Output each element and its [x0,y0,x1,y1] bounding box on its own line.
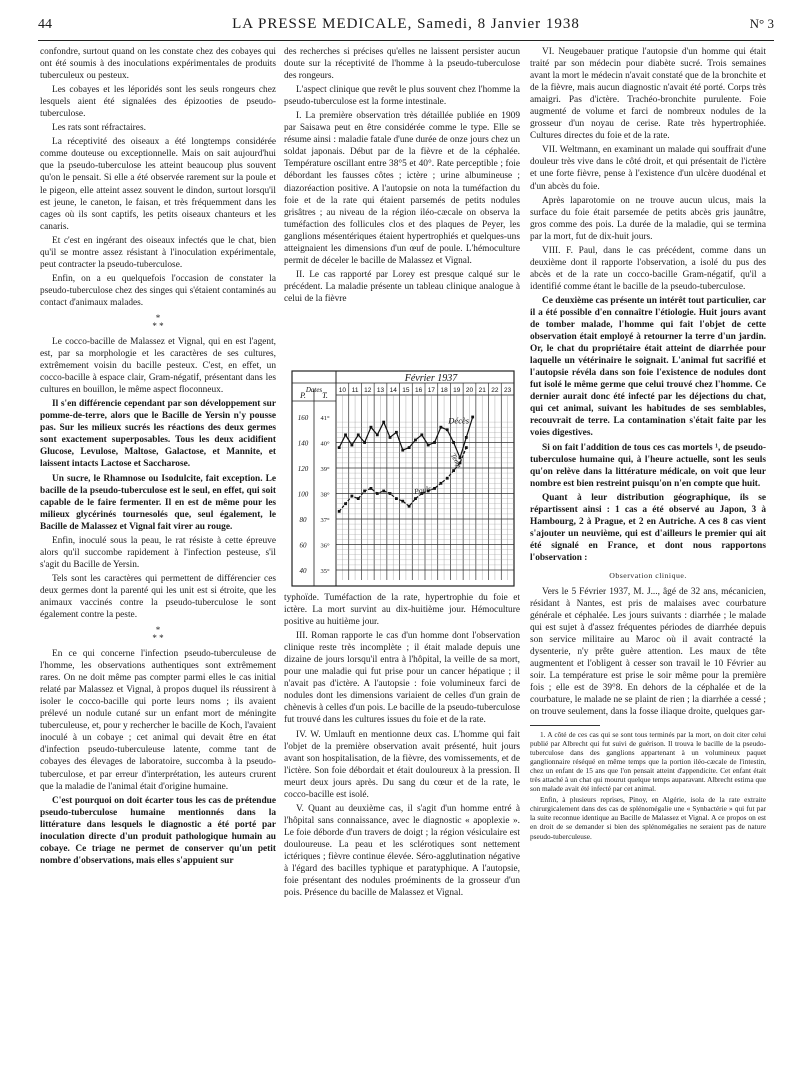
pulse-series-point [401,500,404,503]
temperature-series-point [414,439,417,442]
chart-day-tick-label: 23 [504,387,512,394]
chart-temp-tick-label: 39° [320,466,330,473]
chart-temp-series-label: Temp [448,452,464,470]
page-number: 44 [38,17,52,32]
paragraph: VI. Neugebauer pratique l'autopsie d'un homme qui était traité par son médecin pour diabète sucré. Trois semaines avant la mort le médecin n'avait constaté que de la bronchite et de la fièvre, mais aucun diagnostic n'avait été porté. Corps très amaigri. Pas d'ictère. Trachéo-bronchite purulente. Foie augmenté de volume et farci de nombreux nodules de la grosseur d'un noyau de cerise. Rate très hypertrophiée. Cultures directes du foie et de la rate. [530,47,766,142]
paragraph: Enfin, on a eu quelquefois l'occasion de constater la pseudo-tuberculose chez des singes qui s'étaient contaminés au contact d'animaux malades. [40,273,276,308]
chart-pulse-tick-label: 140 [297,439,309,448]
pulse-series-point [357,497,360,500]
paragraph: VII. Weltmann, en examinant un malade qui souffrait d'une douleur très vive dans le côté droit, et qui présentait de l'ictère et une forte fièvre, pense à l'existence d'un ulcère duodénal et d'un abcès du foie. [530,145,766,192]
temperature-series-point [433,441,436,444]
temperature-series-point [427,444,430,447]
column-middle-top [284,46,520,362]
paragraph: Après laparotomie on ne trouve aucun ulcus, mais la surface du foie était parsemée de petits abcès gris jaunâtre, gros comme des pois. La durée de la maladie, qui se termina par la mort, fut de dix-huit jours. [530,195,766,242]
pulse-series-point [395,497,398,500]
paragraph: Vers le 5 Février 1937, M. J..., âgé de 32 ans, mécanicien, résidant à Nantes, est pris de malaises avec courbature générale et céphalée. Les jours suivants : diarrhée ; le malade qui est sujet à d'assez fréquentes périodes de diarrhée depuis son service militaire au Maroc où il avait contracté la dysenterie, n'y prête guère attention. Les maux de tête augmentent et l'obligent à cesser son travail le 10 Février au soir. La température est prise le soir même pour la première fois ; elle est de 39°8. En dehors de la céphalée et de la courbature, le malade ne se plaint de rien ; la diarrhée a cessé ; on trouve seulement, dans la fosse iliaque droite, quelques gar- [530,587,766,718]
chart-day-tick-label: 12 [364,387,372,394]
paragraph: Si on fait l'addition de tous ces cas mortels ¹, de pseudo-tuberculose humaine qui, à l'heure actuelle, sont les seuls qu'on relève dans la littérature médicale, on voit que leur nombre est bien restreint puisqu'on n'en compte que huit. [530,442,766,489]
paragraph: La réceptivité des oiseaux a été longtemps considérée comme douteuse ou exceptionnelle. Mais on sait aujourd'hui que la pseudo-tuberculose les atteint beaucoup plus souvent qu'on le pensait. Si elle a été observée rarement sur la poule et le pigeon, elle atteint assez souvent le dindon, surtout lorsqu'il est jeune, le caneton, le faisan, et très fréquemment dans les cages où ils sont captifs, les petits oiseaux chanteurs et les canaris. [40,137,276,232]
paragraph: VIII. F. Paul, dans le cas précédent, comme dans un deuxième dont il rapporte l'observation, a isolé du pus des abcès et de la rate un cocco-bacille Gram-négatif, qu'il a identifié comme étant le bacille de la pseudo-tuberculose. [530,245,766,292]
paragraph: Il s'en différencie cependant par son développement sur pomme-de-terre, alors que le Bacille de Yersin n'y pousse pas. Sur les milieux sucrés les réactions des deux germes sont exactement superposables. Tous les deux acidifient Glucose, Levulose, Maltose, Galactose, et Mannite, et laissent intacts Lactose et Saccharose. [40,399,276,470]
chart-temp-tick-label: 40° [320,440,330,448]
paragraph: L'aspect clinique que revêt le plus souvent chez l'homme la pseudo-tuberculose est la forme intestinale. [284,85,520,108]
paragraph: I. La première observation très détaillée publiée en 1909 par Saisawa peut en être considérée comme le type. Elle se résume ainsi : maladie fatale d'une durée de onze jours chez un soldat japonais. Début par de la fièvre et de la céphalée. Température oscillant entre 38°5 et 40°. Rate perceptible ; foie débordant les fausses côtes ; ictère ; urine albumineuse ; diazoréaction positive. A l'autopsie on nota la tuméfaction du foie et de la rate qui étaient parsemés de petits nodules grisâtres ; au niveau de la région iléo-cæcale on observa la tuméfaction des follicules clos et des plaques de Peyer, les ganglions mésentériques étaient hypertrophiés et quelques-uns atteignaient les dimensions d'un œuf de poule. L'hémoculture permit de déceler le bacille de Malassez et Vignal. [284,111,520,266]
chart-day-tick-label: 20 [465,387,474,394]
temperature-series-point [338,446,341,449]
paragraph: Les rats sont réfractaires. [52,123,146,134]
chart-day-tick-label: 22 [491,387,499,394]
paragraph: Et c'est en ingérant des oiseaux infectés que le chat, bien qu'il se montre assez résistant à l'inoculation expérimentale, peut contracter la pseudo-tuberculose. [40,235,276,270]
chart-day-tick-label: 11 [351,387,359,394]
chart-pulse-tick-label: 160 [297,414,309,422]
chart-temp-tick-label: 38° [320,491,330,499]
chart-day-tick-label: 18 [440,387,448,394]
footnote: 1. A côté de ces cas qui se sont tous terminés par la mort, on doit citer celui publié par Albrecht qui fut suivi de guérison. Il trouva le bacille de la pseudo-tuberculose dans des ganglions appartenant à un volumineux paquet ganglionnaire réséqué en même temps que la portion iléo-cæcale de l'intestin, chez un enfant de 15 ans que l'on pensait atteint d'appendicite. Cet enfant était très attaché à un chat qui mourut quelque temps auparavant. Albrecht estima que son malade avait été infecté par cet animal. [530,729,766,794]
chart-temp-tick-label: 35° [320,568,330,575]
section-separator: * * * [152,312,164,331]
chart-dates-label: Dates [305,386,323,394]
paragraph: IV. W. Umlauft en mentionne deux cas. L'homme qui fait l'objet de la première observation avait présenté, huit jours avant son hospitalisation, de la fièvre, des vomissements, et de l'ictère. Son foie débordait et était douloureux à la pression. Il meurt deux jours après. Du sang du cœur et de la rate, le cocco-bacille est isolé. [284,729,520,800]
temperature-series-point [395,431,398,434]
chart-day-tick-label: 14 [389,387,397,394]
pulse-series-point [414,497,417,500]
temperature-series-point [401,449,404,452]
temperature-series-point [420,433,423,436]
chart-day-tick-label: 10 [338,387,346,394]
temperature-series-point [357,433,360,436]
paragraph: Enfin, inoculé sous la peau, le rat résiste à cette épreuve alors qu'il succombe rapidement à l'infection pesteuse, s'il s'agit du Bacille de Yersin. [40,535,276,570]
paragraph: Quant à leur distribution géographique, ils se répartissent ainsi : 1 cas a été observé au Japon, 3 à Hambourg, 2 à Prague, et 2 en Autriche. A ces 8 cas vient s'ajouter un neuvième, qui est d'ailleurs le premier qui ait été signalé en France, et dont nous rapportons l'observation : [530,492,766,563]
column-middle-bottom [284,592,520,1068]
section-separator: * * * [152,625,164,644]
paragraph: II. Le cas rapporté par Lorey est presque calqué sur le précédent. La maladie présente un tableau clinique analogue à celui de la fièvre [284,269,520,304]
chart-temp-tick-label: 41° [320,415,330,422]
pulse-series-point [363,490,366,493]
pulse-series-point [408,505,411,508]
page-header [38,16,774,41]
paragraph: C'est pourquoi on doit écarter tous les cas de prétendue pseudo-tuberculose humaine mentionnés dans la littérature dans lesquels le diagnostic a été porté par inoculation directe d'un produit pathologique humain au cobaye. Ce triage ne permet de conserver qu'un petit nombre d'observations, mais elles s'appuient sur [40,795,276,866]
paragraph: des recherches si précises qu'elles ne laissent persister aucun doute sur la réceptivité de l'homme à la pseudo-tuberculose des rongeurs. [284,47,520,82]
chart-day-tick-label: 19 [453,387,461,394]
temperature-series-point [376,433,379,436]
footnotes [530,730,766,841]
paragraph: Un sucre, le Rhamnose ou Isodulcite, fait exception. Le bacille de la pseudo-tuberculose est le seul, en effet, qui soit capable de le faire fermenter. Il en est de même pour les milieux glycérinés tournesolés que, seul également, le Bacille de Malassez et Vignal fait virer au rouge. [40,473,276,532]
chart-pulse-tick-label: 120 [297,465,309,473]
pulse-series-point [350,495,353,498]
temperature-series-point [465,436,468,439]
chart-day-tick-label: 16 [415,387,423,394]
issue-number: N° 3 [749,16,774,31]
chart-day-tick-label: 15 [402,387,410,394]
pulse-series-point [433,487,436,490]
chart-temp-tick-label: 36° [320,542,330,550]
temperature-series-point [350,444,353,447]
paragraph: III. Roman rapporte le cas d'un homme dont l'observation clinique reste très incomplète ; il était malade depuis une dizaine de jours lorsqu'il entra à l'hôpital, la veille de sa mort, pour une maladie qui fut prise pour un cancer hépatique ; il n'avait pas d'ictère. A l'autopsie : foie volumineux farci de nodules dont les dimensions variaient de celles d'un grain de chènevis à celles d'un pois. Le bacille de la pseudo-tuberculose fut trouvé dans les cultures issues du foie et de la rate. [284,631,520,726]
temperature-series-point [439,426,442,429]
section-subheading: Observation clinique. [609,570,687,580]
chart-pulse-tick-label: 40 [299,567,307,575]
pulse-series-point [439,482,442,485]
paragraph: En ce qui concerne l'infection pseudo-tuberculeuse de l'homme, les observations authentiques sont extrêmement rares. On ne doit même pas compter parmi elles le cas initial relaté par Malassez et Vignal, à propos duquel ils réussirent à isoler le cocco-bacille qui porte leurs noms ; ils avaient prélevé un nodule cutané sur un enfant mort de méningite tuberculeuse, et, pour y rechercher le bacille de Koch, l'avaient inoculé à un cobaye ; cet animal qui devait être en état d'infection pseudo-tuberculeuse latente, comme tant de cobayes des élevages de laboratoire, succomba à la pseudo-tuberculose, et par erreur d'interprétation, les auteurs crurent que la maladie de l'animal était d'origine humaine. [40,649,276,792]
pulse-series-point [465,446,468,449]
chart-temp-column-label: T. [322,391,328,400]
chart-pulse-column-label: P. [300,391,306,400]
pulse-series-point [452,469,455,472]
column-right [530,46,766,1066]
chart-day-tick-label: 13 [376,387,385,394]
paragraph: Le cocco-bacille de Malassez et Vignal, qui en est l'agent, est, par sa morphologie et les caractères de ses cultures, extrêmement voisin du bacille pesteux. C'est, en effet, un cocco-bacille à espace clair, Gram-négatif, présentant dans les cultures en bouillon, le même aspect floconneux. [40,336,276,396]
temperature-series-point [408,446,411,449]
chart-death-annotation: Décès [448,415,470,426]
pulse-series-point [344,502,347,505]
temperature-series-point [344,433,347,436]
chart-pulse-tick-label: 100 [297,490,309,499]
temperature-series-point [370,426,373,429]
chart-title: Février 1937 [404,373,458,384]
temperature-series-point [446,428,449,431]
temperature-series-point [452,441,455,444]
temperature-series-point [389,436,392,439]
footnote: Enfin, à plusieurs reprises, Pinoy, en Algérie, isola de la rate extraite chirurgicalement dans des cas de splénomégalie une « Synbactérie » qui fut par la suite reconnue identique au Bacille de Malassez et Vignal. A ce propos on est en droit de se demander si bien des splénomégalies ne seraient pas de nature pseudo-tuberculeuse. [530,795,766,841]
paragraph: typhoïde. Tuméfaction de la rate, hypertrophie du foie et ictère. La mort survint au dix-huitième jour. Hémoculture positive au huitième jour. [284,593,520,628]
paragraph: V. Quant au deuxième cas, il s'agit d'un homme entré à l'hôpital sans connaissance, avec le diagnostic « apoplexie ». Le foie déborde d'un travers de doigt ; la région vésiculaire est douloureuse. La peau et les sclérotiques sont nettement ictériques ; fièvre continue élevée. Séro-agglutination négative à l'égard des bacilles typhique et paratyphique. A l'autopsie, foie présentant des nodules proéminents de la grosseur d'un pois. Présence du bacille de Malassez et Vignal. [284,803,520,899]
pulse-series-point [338,510,341,513]
chart-pulse-series-label: Pouls [413,483,432,497]
paragraph: Les cobayes et les léporidés sont les seuls rongeurs chez lesquels aient été signalées des épizooties de pseudo-tuberculose. [40,85,276,120]
journal-title: LA PRESSE MEDICALE, Samedi, 8 Janvier 1938 [232,16,580,32]
paragraph: confondre, surtout quand on les constate chez des cobayes qui ont été soumis à des inoculations expérimentales de produits tuberculeux ou pesteux. [40,47,276,82]
paragraph: Ce deuxième cas présente un intérêt tout particulier, car il a été possible d'en connaître l'étiologie. Huit jours avant de tomber malade, l'homme qui fait l'objet de cette observation était employé à retourner la terre d'un jardin. Or, le chat du propriétaire était atteint de diarrhée pour laquelle un vétérinaire le soignait. L'animal fut sacrifié et l'autopsie révéla dans son foie l'existence de nodules dont fut isolé le même germe que celui trouvé chez l'homme. Ce dernier aurait donc été infecté par les déjections du chat, qui cet animal, suivant les habitudes de ses semblables, recouvrait de terre. La contamination s'était faite par les voies digestives. [530,295,766,439]
footnote-rule [530,725,600,726]
chart-frame [292,371,514,586]
pulse-series-point [382,490,385,493]
pulse-series-point [389,492,392,495]
chart-pulse-tick-label: 80 [299,516,307,524]
temperature-chart [288,367,518,590]
temperature-series-point [471,416,474,419]
chart-day-tick-label: 17 [427,387,435,394]
temperature-series-point [363,441,366,444]
pulse-series-point [446,477,449,480]
pulse-series-point [370,487,373,490]
chart-temp-tick-label: 37° [320,517,330,524]
chart-day-tick-label: 21 [478,387,486,394]
temperature-chart-svg [288,367,518,590]
temperature-series-point [382,421,385,424]
paragraph: Tels sont les caractères qui permettent de différencier ces deux germes dont la parenté qui les unit est si étroite, que les animaux vaccinés contre la pseudo-tuberculose le sont également contre la peste. [40,573,276,621]
column-left [40,46,276,1066]
chart-pulse-tick-label: 60 [299,541,307,550]
pulse-series-point [376,492,379,495]
